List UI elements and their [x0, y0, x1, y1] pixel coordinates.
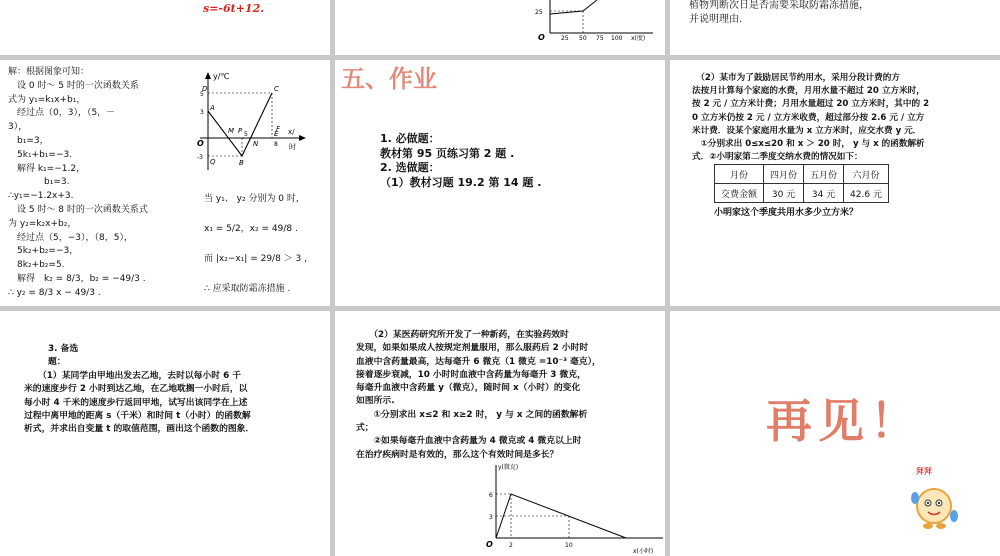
slide-2 — [335, 0, 665, 55]
origin-label: O — [197, 139, 204, 148]
point-A: A — [210, 104, 215, 112]
x-tick-75: 75 — [596, 35, 604, 42]
x-tick-25: 25 — [561, 35, 569, 42]
temperature-function-graph — [192, 70, 312, 180]
solution-line: 5k₁+b₁=−3. — [8, 149, 73, 160]
problem-line: 发现，如果如果成人按规定剂量服用，那么服药后 2 小时时 — [356, 343, 589, 354]
homework-line: 2. 选做题： — [380, 161, 440, 174]
table-cell: 月份 — [715, 165, 764, 184]
table-cell: 五月份 — [804, 165, 844, 184]
solution-line: b₁=3. — [8, 177, 70, 188]
conclusion-line: 而 |x₂−x₁| = 29/8 ＞ 3 ， — [204, 254, 314, 264]
homework-line: （1）教材习题 19.2 第 14 题 . — [380, 175, 542, 189]
point-Q: Q — [210, 158, 216, 166]
point-P: P — [238, 127, 243, 135]
mascot-icon — [906, 476, 966, 536]
problem-text — [692, 72, 929, 164]
y-axis-label: y/℃ — [213, 72, 230, 81]
problem-line: 血液中含药量最高，达每毫升 6 微克（1 微克 =10⁻³ 毫克）， — [356, 356, 601, 367]
formula: s=-6t+12. — [203, 2, 265, 15]
water-fee-table — [714, 164, 889, 203]
slide-7 — [0, 311, 330, 556]
y-tick-5: 5 — [200, 91, 204, 98]
problem-line: 析式，并求出自变量 t 的取值范围，画出这个函数的图象． — [24, 424, 255, 435]
solution-line: b₁=3， — [8, 135, 49, 146]
y-tick-3: 3 — [489, 514, 493, 521]
point-N: N — [253, 140, 259, 148]
farewell-text: 再见！ — [766, 394, 922, 448]
y-axis-label: y(微克) — [498, 464, 519, 471]
solution-line: 解得 k₂ = 8/3，b₂ = −49/3 . — [8, 273, 146, 284]
problem-line: （1）某同学由甲地出发去乙地，去时以每小时 6 千 — [38, 370, 242, 381]
problem-line: ①分别求出 0≤x≤20 和 x ＞ 20 时， y 与 x 的函数解析 — [692, 139, 925, 150]
slide-9 — [670, 311, 1000, 556]
problem-line: 式．②小明家第二季度交纳水费的情况如下： — [692, 152, 863, 163]
problem-line: 式； — [356, 423, 374, 434]
y-tick-3: 3 — [200, 109, 204, 116]
question-text: 小明家这个季度共用水多少立方米？ — [714, 208, 859, 218]
problem-line: 过程中离甲地的距离 s（千米）和时间 t（小时）的函数解 — [24, 411, 251, 422]
table-cell: 42.6 元 — [844, 184, 889, 203]
problem-line: 按 2 元 / 立方米计费；月用水量超过 20 立方米时，其中的 2 — [692, 99, 930, 110]
solution-line: 式为 y₁=k₁x+b₁， — [8, 94, 86, 105]
x-tick-8: 8 — [274, 141, 278, 148]
homework-line: 1. 必做题： — [380, 132, 440, 145]
x-tick-5: 5 — [244, 131, 248, 138]
table-cell: 30 元 — [764, 184, 804, 203]
solution-line: 3）， — [8, 122, 28, 133]
solution-line: 为 y₂=k₂x+b₂， — [8, 218, 77, 229]
problem-line: 米计费．设某个家庭用水量为 x 立方米时，应交水费 y 元． — [692, 125, 922, 136]
point-D: D — [202, 85, 208, 93]
slide-3 — [670, 0, 1000, 55]
table-cell: 六月份 — [844, 165, 889, 184]
problem-line: 米的速度步行 2 小时到达乙地，在乙地耽搁一小时后，以 — [24, 384, 248, 395]
slide-6 — [670, 60, 1000, 306]
drug-concentration-graph — [483, 461, 665, 555]
solution-line: 解得 k₁=−1.2， — [8, 163, 86, 174]
solution-line: 设 0 时～ 5 时的一次函数关系 — [8, 80, 139, 91]
problem-line: （2）某医药研究所开发了一种新药，在实验药效时 — [356, 330, 569, 340]
problem-line: 法按月计算每个家庭的水费，月用水量不超过 20 立方米时， — [692, 86, 925, 97]
solution-line: 5k₂+b₂=−3， — [8, 246, 79, 257]
conclusion-line: x₁ = 5/2，x₂ = 49/8 . — [204, 224, 298, 234]
text-line: 并说明理由. — [689, 14, 743, 25]
y-tick-6: 6 — [489, 492, 493, 499]
problem-line: 0 立方米仍按 2 元 / 立方米收费，超过部分按 2.6 元 / 立方 — [692, 112, 925, 123]
problem-line: 如图所示. — [356, 396, 395, 407]
point-M: M — [228, 127, 235, 135]
x-tick-2: 2 — [509, 542, 513, 549]
solution-line: 解：根据图象可知： — [8, 67, 90, 77]
point-B: B — [239, 159, 244, 167]
table-cell: 34 元 — [804, 184, 844, 203]
solution-line: 经过点（5，−3），（8，5）， — [8, 232, 133, 243]
bye-mascot — [906, 466, 966, 536]
homework-line: 教材第 95 页练习第 2 题 . — [380, 146, 515, 160]
problem-line: ②如果每毫升血液中含药量为 4 微克或 4 微克以上时 — [356, 436, 582, 447]
x-axis-label: x(小时) — [633, 548, 654, 555]
problem-line: 在治疗疾病时是有效的，那么这个有效时间是多长？ — [356, 449, 559, 460]
problem-line: （2）某市为了鼓励居民节约用水，采用分段计费的方 — [692, 73, 900, 83]
problem-line: 每小时 4 千米的速度步行返回甲地，试写出该同学在上述 — [24, 397, 248, 408]
solution-line: 设 5 时～ 8 时的一次函数关系式 — [8, 204, 148, 215]
x-tick-50: 50 — [579, 35, 587, 42]
point-E: E — [274, 130, 279, 138]
problem-line: 3. 备选 — [48, 344, 79, 354]
point-F: F — [276, 125, 281, 133]
section-heading: 五、作业 — [341, 64, 437, 93]
slide-1 — [0, 0, 330, 55]
solution-line: 经过点（0，3），（5，－ — [8, 108, 116, 119]
badge-label: 拜拜 — [916, 467, 932, 476]
point-C: C — [274, 85, 279, 93]
x-axis-label: x(度) — [631, 35, 646, 42]
optional-problem — [24, 343, 255, 437]
conclusion-line: 当 y₁、 y₂ 分别为 0 时， — [204, 194, 305, 204]
problem-line: 接着逐步衰减，10 小时时血液中含药量为每毫升 3 微克， — [356, 369, 586, 380]
table-cell: 四月份 — [764, 165, 804, 184]
x-axis-label: x/ — [288, 128, 295, 136]
conclusion-text — [204, 184, 313, 304]
solution-text — [8, 66, 148, 301]
slide-4 — [0, 60, 330, 306]
table-cell: 交费金额 — [715, 184, 764, 203]
problem-line: 每毫升血液中含药量 y（微克），随时间 x（小时）的变化 — [356, 383, 581, 394]
y-tick-25: 25 — [535, 9, 543, 16]
table-row — [715, 184, 889, 203]
solution-line: 8k₂+b₂=5. — [8, 260, 65, 271]
origin-label: O — [486, 540, 493, 549]
medicine-problem — [356, 329, 601, 462]
problem-line: 题： — [48, 357, 66, 368]
solution-line: ∴y₁=−1.2x+3. — [8, 191, 74, 202]
slide-8 — [335, 311, 665, 556]
solution-line: ∴ y₂ = 8/3 x − 49/3 . — [8, 287, 101, 298]
x-tick-10: 10 — [565, 542, 573, 549]
temperature-graph — [335, 0, 665, 55]
origin-label: O — [538, 33, 545, 42]
x-tick-100: 100 — [611, 35, 623, 42]
slide-5 — [335, 60, 665, 306]
x-axis-unit: 时 — [289, 143, 296, 151]
y-tick-neg3: -3 — [197, 154, 203, 161]
conclusion-line: ∴ 应采取防霜冻措施 . — [204, 284, 291, 294]
problem-line: ①分别求出 x≤2 和 x≥2 时， y 与 x 之间的函数解析 — [356, 409, 588, 420]
homework-list — [380, 132, 541, 190]
text-line: 植物判断次日是否需要采取防霜冻措施， — [689, 0, 869, 11]
table-header-row — [715, 165, 889, 184]
